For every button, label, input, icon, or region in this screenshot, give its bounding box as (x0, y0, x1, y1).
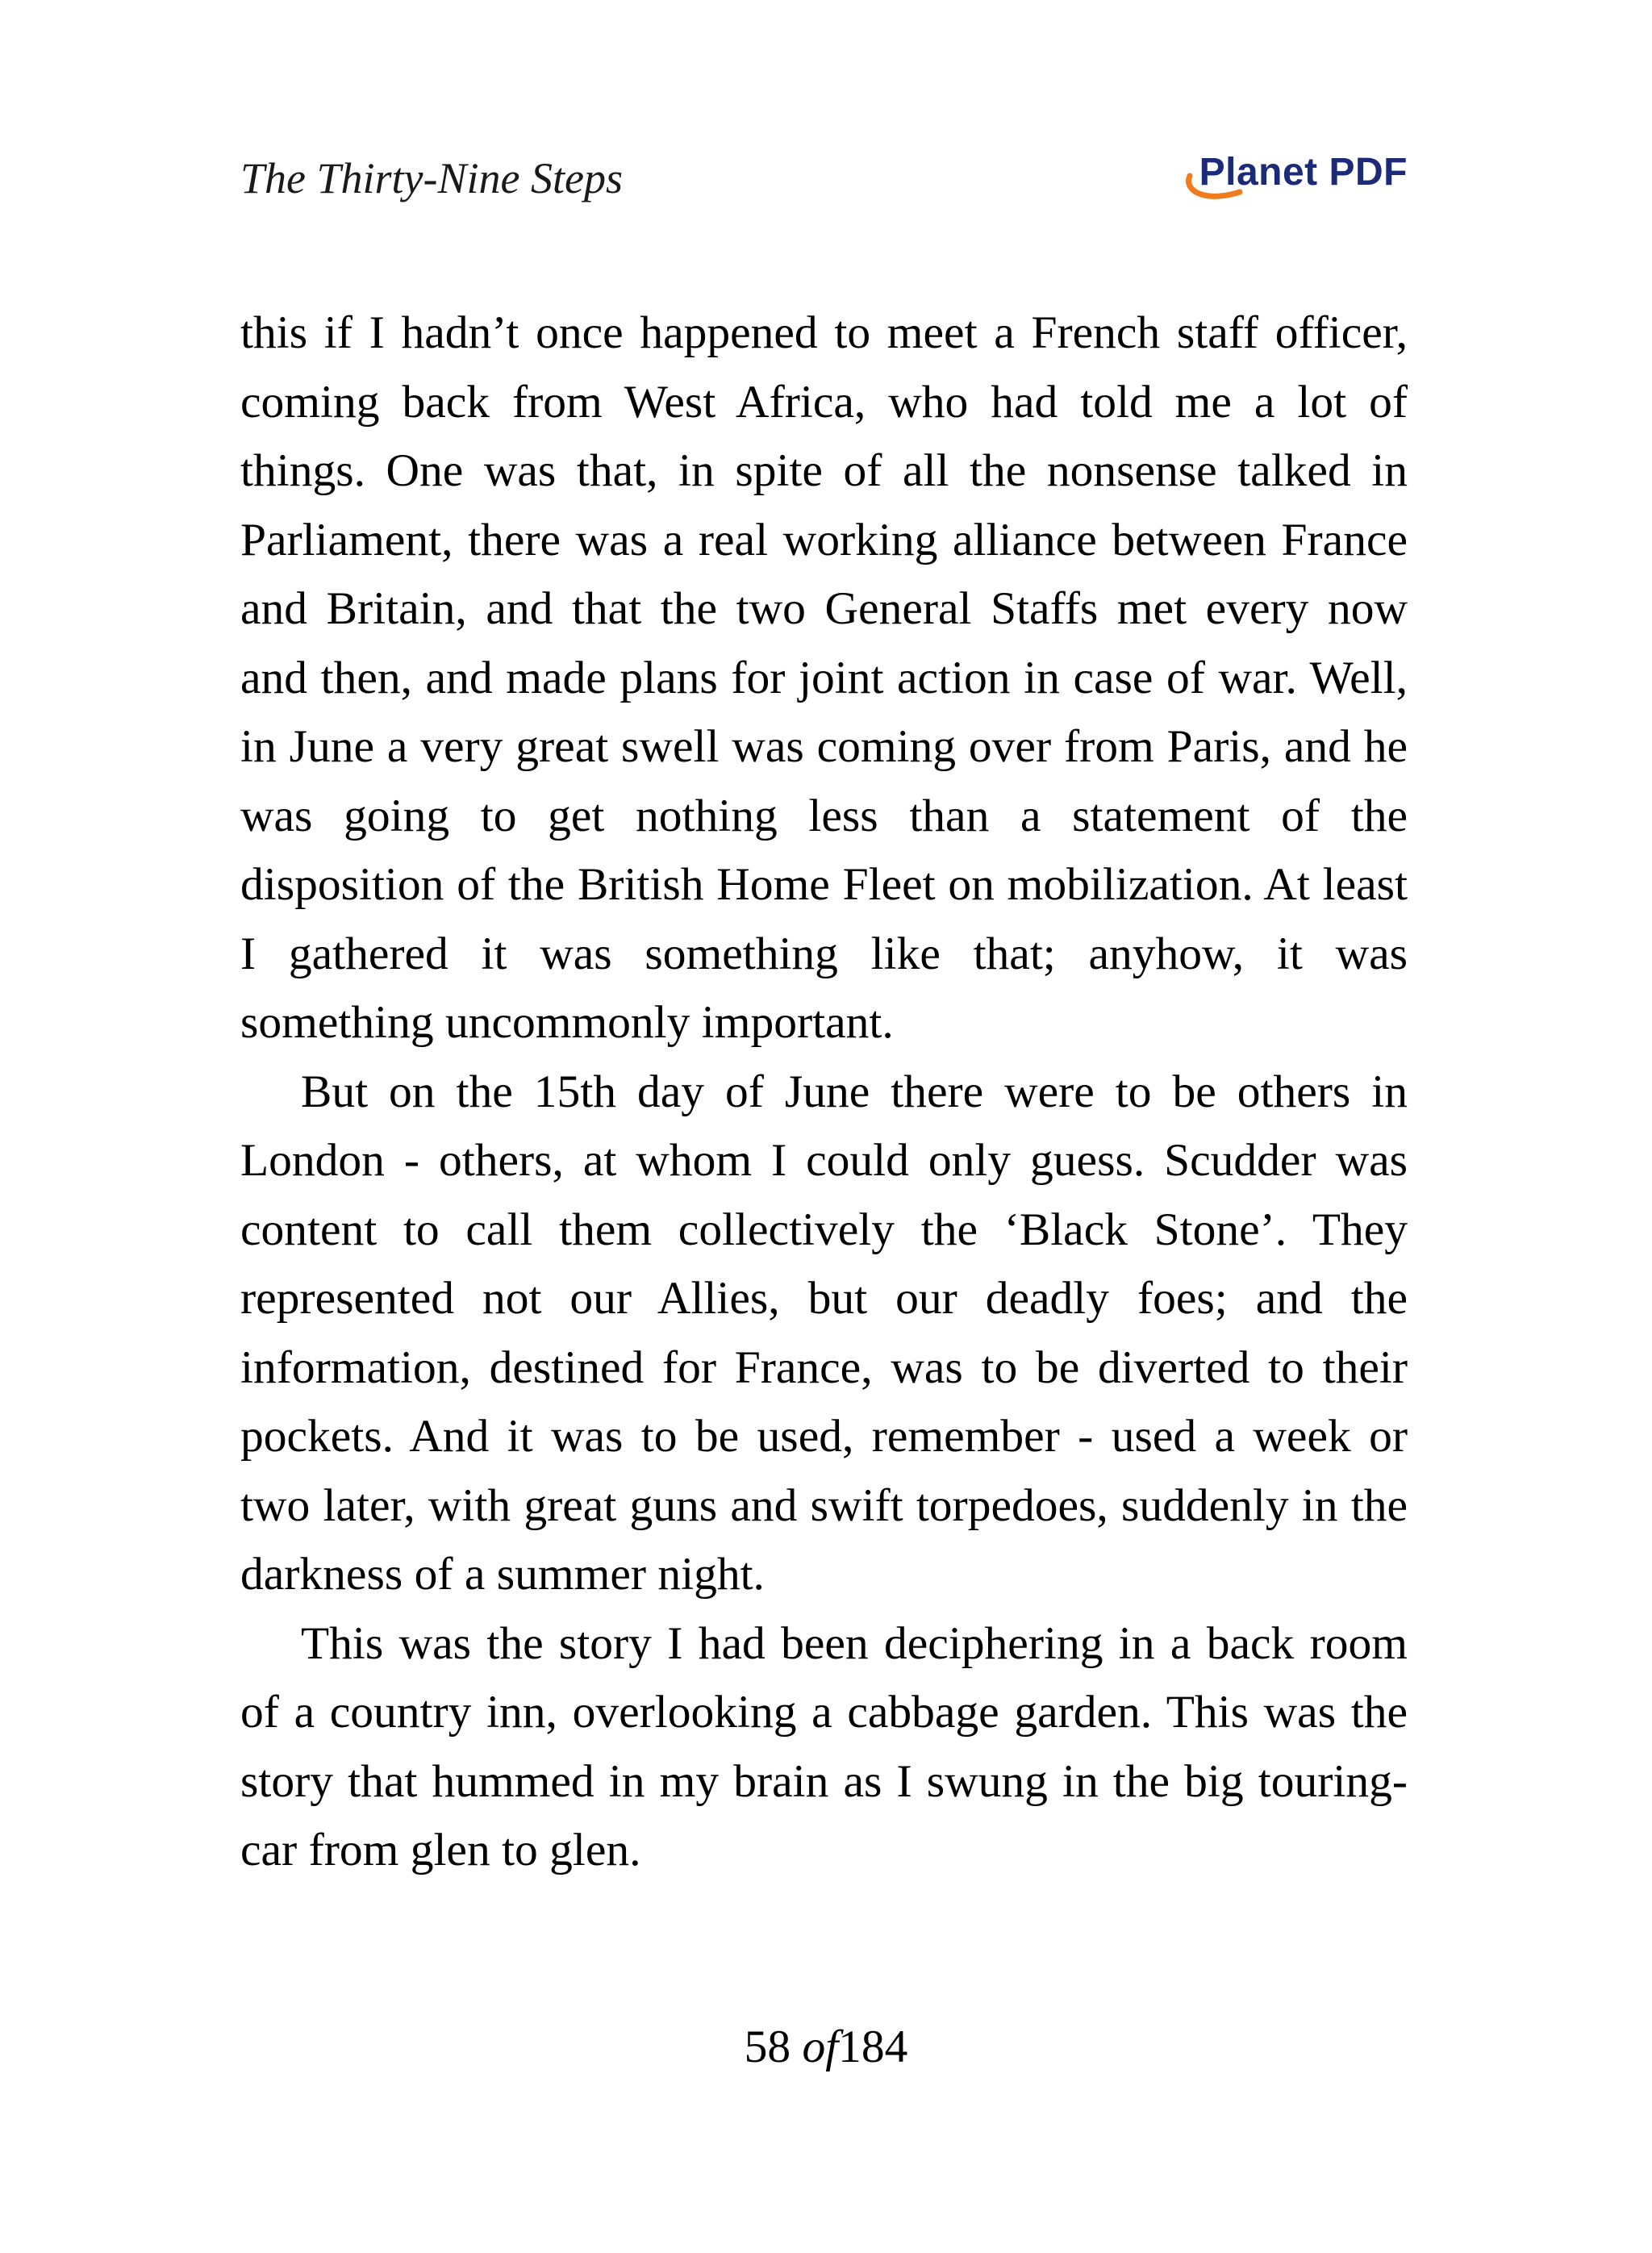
logo-text: Planet PDF (1199, 151, 1408, 194)
running-title: The Thirty-Nine Steps (240, 154, 623, 202)
current-page: 58 (744, 2021, 791, 2072)
page-number (0, 2015, 1652, 2080)
page-body (240, 298, 1408, 1885)
of-label: of (802, 2021, 839, 2072)
paragraph: this if I hadn’t once happened to meet a French staff officer, coming back from West Africa, who had told me a lot of things. One was that, in spite of all the nonsense talked in Parliament, there was a real working alliance between France and Britain, and that the two General Staffs met every now and then, and made plans for joint action in case of war. Well, in June a very great swell was coming over from Paris, and he was going to get nothing less than a statement of the disposition of the British Home Fleet on mobilization. At least I gathered it was something like that; anyhow, it was something uncommonly important. (240, 307, 1408, 1048)
planet-pdf-logo (1166, 145, 1408, 210)
paragraph: But on the 15th day of June there were to be others in London - others, at whom I could only guess. Scudder was content to call them collectively the ‘Black Stone’. They represented not our Allies, but our deadly foes; and the information, destined for France, was to be diverted to their pockets. And it was to be used, remember - used a week or two later, with great guns and swift torpedoes, suddenly in the darkness of a summer night. (240, 1066, 1408, 1600)
page-header (240, 145, 1408, 210)
total-pages: 184 (838, 2021, 908, 2072)
paragraph: This was the story I had been deciphering in a back room of a country inn, overlooking a cabbage garden. This was the story that hummed in my brain as I swung in the big touring-car from glen to glen. (240, 1617, 1408, 1875)
